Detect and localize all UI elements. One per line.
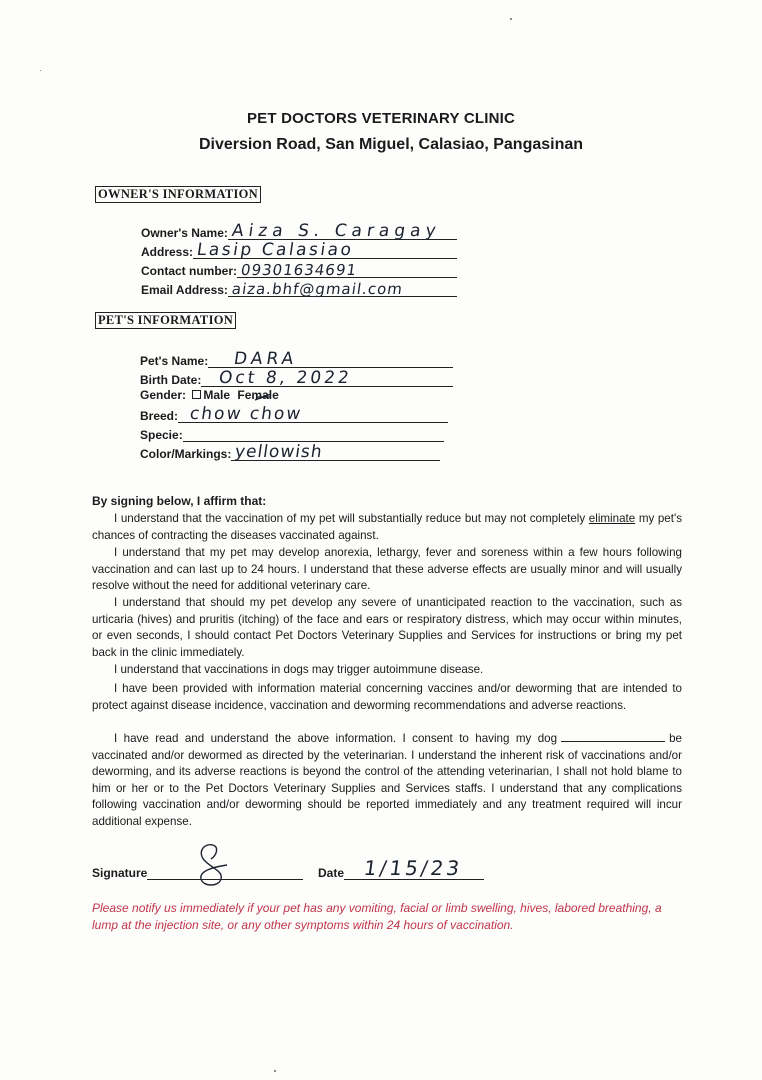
birth-date-label: Birth Date: [140,373,202,387]
clinic-name: PET DOCTORS VETERINARY CLINIC [246,110,516,127]
owner-email-label: Email Address: [141,283,228,297]
owner-section-title: OWNER'S INFORMATION [95,186,261,203]
affirm-p2-text: I understand that my pet may develop anorexia, lethargy, fever and soreness within a few hours following vaccination and can last up to 24 hours. I understand that these adverse effects are usually minor and will usually resolve without the need for additional veterinary care. [92,546,682,593]
affirm-paragraph-3 [92,595,682,661]
signature-label: Signature [92,866,148,880]
owner-address-label: Address: [141,245,194,259]
male-checkbox[interactable] [192,390,201,399]
affirm-paragraph-4 [92,662,682,679]
owner-name-value: Aiza S. Caragay [230,221,442,241]
pet-name-value: DARA [232,349,299,369]
signature-scribble [183,841,243,889]
affirm-p1-text-end: my pet's chances of contracting the diseases vaccinated against. [92,512,682,542]
female-option-label: Female [237,388,279,402]
affirm-p6-text-end: be vaccinated and/or dewormed as directed by the veterinarian. I understand the inherent risk of vaccinations and/or deworming, and its adverse reactions is beyond the control of the attending veterinarian, I shall not hold blame to him or her or to the Pet Doctors Veterinary Supplies and Services staffs. I understand that any complications following vaccination and/or deworming should be reported immediately and any treatment required will incur additional expense. [92,732,682,828]
affirm-p1-underlined: eliminate [588,512,636,525]
gender-label: Gender: [140,388,187,402]
affirm-p3-text: I understand that should my pet develop any severe of unanticipated reaction to the vaccination, such as urticaria (hives) and pruritis (itching) of the face and ears or respiratory distress, which may occur within minutes, or even seconds, I should contact Pet Doctors Veterinary Supplies and Services for instructions or bring my pet back in the clinic immediately. [92,596,682,659]
notice-text: Please notify us immediately if your pet has any vomiting, facial or limb swelling, hives, labored breathing, a lump at the injection site, or any other symptoms within 24 hours of vaccination. [92,901,662,932]
scan-speck [274,1070,276,1072]
pet-section-title: PET'S INFORMATION [95,312,236,329]
breed-label: Breed: [140,409,179,423]
scan-speck [40,70,41,71]
color-markings-field[interactable] [140,443,440,461]
birth-date-line [201,368,453,388]
owner-address-field[interactable] [141,241,457,259]
date-label: Date [318,866,345,880]
owner-address-value: Lasip Calasiao [195,240,355,260]
date-line [344,856,484,880]
date-value: 1/15/23 [362,856,464,880]
pet-name-line [208,349,453,369]
owner-contact-value: 09301634691 [239,261,359,279]
owner-email-line [228,282,457,297]
affirm-title: By signing below, I affirm that: [92,494,267,508]
owner-email-field[interactable] [141,279,457,297]
pet-name-field[interactable] [140,350,453,368]
owner-address-line [193,240,457,260]
specie-line [183,427,444,442]
color-markings-label: Color/Markings: [140,447,232,461]
color-markings-value: yellowish [233,442,325,462]
affirm-paragraph-6 [92,731,682,831]
owner-email-value: aiza.bhf@gmail.com [230,280,405,298]
scan-speck [510,18,512,20]
owner-name-field[interactable] [141,222,457,240]
date-field[interactable] [318,856,484,880]
affirm-p1-text: I understand that the vaccination of my pet will substantially reduce but may not completely [114,512,586,525]
owner-contact-label: Contact number: [141,264,237,278]
dog-name-blank[interactable] [561,731,665,742]
breed-line [178,404,448,424]
affirm-p4-text: I understand that vaccinations in dogs may trigger autoimmune disease. [114,663,484,676]
female-selected-mark [254,392,272,402]
owner-contact-line [237,263,457,278]
signature-line [147,867,303,880]
affirm-p5-text: I have been provided with information material concerning vaccines and/or deworming that are intended to protect against disease incidence, vaccination and deworming recommendations and adverse reactions. [92,682,682,712]
affirm-p6-text: I have read and understand the above information. I consent to having my dog [114,732,558,745]
affirm-paragraph-2 [92,545,682,595]
specie-field[interactable] [140,424,444,442]
pet-name-label: Pet's Name: [140,354,209,368]
owner-name-line [228,221,457,241]
specie-label: Specie: [140,428,183,442]
signature-field[interactable] [92,862,303,880]
clinic-address: Diversion Road, San Miguel, Calasiao, Pangasinan [198,136,584,153]
birth-date-value: Oct 8, 2022 [217,368,354,388]
owner-contact-field[interactable] [141,260,457,278]
breed-field[interactable] [140,405,448,423]
affirm-paragraph-1 [92,511,682,544]
owner-name-label: Owner's Name: [141,226,228,240]
breed-value: chow chow [188,404,304,424]
birth-date-field[interactable] [140,369,453,387]
male-option-label: Male [203,388,231,402]
color-markings-line [231,442,440,462]
affirm-paragraph-5 [92,681,682,714]
